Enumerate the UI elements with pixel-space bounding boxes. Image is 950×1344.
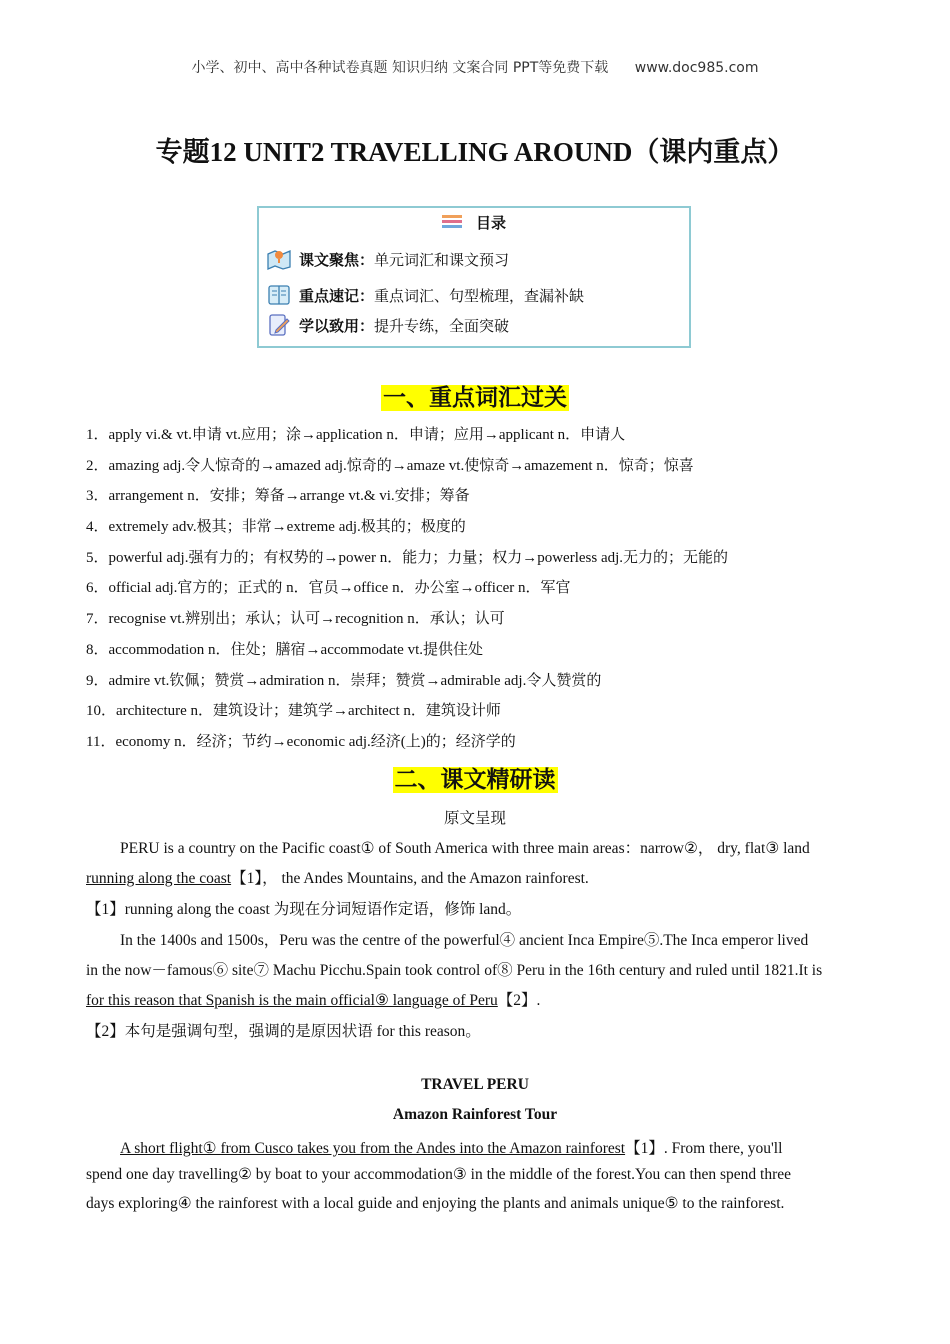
toc-item-key: 课文聚焦： (299, 251, 375, 269)
text-line: spend one day travelling② by boat to your accommodation③ in the middle of the forest.You can then spend three (86, 1166, 792, 1183)
vocab-item: 9．admire vt.钦佩；赞赏→admiration n．崇拜；赞赏→admirable adj.令人赞赏的 (86, 672, 602, 689)
text-line: 【2】. (497, 992, 541, 1009)
list-icon (442, 215, 462, 229)
toc-item-key: 重点速记： (299, 287, 375, 305)
toc-heading-text: 目录 (475, 214, 506, 232)
toc-item-practice[interactable] (267, 314, 509, 336)
pencil-note-icon (267, 314, 291, 336)
note-2: 【2】本句是强调句型，强调的是原因状语 for this reason。 (86, 1023, 481, 1040)
header-site-link[interactable]: www.doc985.com (634, 60, 759, 76)
vocab-item: 8．accommodation n．住处；膳宿→accommodate vt.提供住处 (86, 641, 484, 658)
vocab-item: 10．architecture n．建筑设计；建筑学→architect n．建筑设计师 (86, 703, 501, 720)
paragraph-peru-history (86, 928, 864, 1018)
page-header (0, 57, 950, 77)
tour-title: Amazon Rainforest Tour (392, 1106, 558, 1123)
header-text: 小学、初中、高中各种试卷真题 知识归纳 文案合同 PPT等免费下载 (191, 60, 609, 76)
text-line: 【1】. From there, you'll (625, 1140, 783, 1157)
toc-item-key: 学以致用： (299, 317, 375, 335)
vocab-item: 1．apply vi.& vt.申请 vt.应用；涂→application n．申请；应用→applicant n．申请人 (86, 427, 626, 443)
section-heading-text: 二、课文精研读 (394, 767, 556, 793)
underlined-phrase: for this reason that Spanish is the main official⑨ language of Peru (86, 992, 498, 1009)
section-heading-vocab (0, 379, 950, 412)
page-title: 专题12 UNIT2 TRAVELLING AROUND（课内重点） (155, 137, 795, 167)
section-heading-reading (0, 761, 950, 794)
toc-item-text: 提升专练，全面突破 (374, 317, 510, 335)
note-1: 【1】running along the coast 为现在分词短语作定语，修饰 land。 (86, 901, 522, 918)
original-text-label: 原文呈现 (443, 810, 506, 827)
text-line: 【1】， the Andes Mountains, and the Amazon rainforest. (231, 870, 589, 887)
text-line: In the 1400s and 1500s，Peru was the centre of the powerful④ ancient Inca Empire⑤.The Inca emperor lived (120, 932, 809, 949)
toc-item-text: 单元词汇和课文预习 (374, 251, 510, 269)
paragraph-peru-intro (86, 836, 864, 896)
map-icon (267, 248, 291, 270)
vocab-item: 3．arrangement n．安排；筹备→arrange vt.& vi.安排；筹备 (86, 488, 470, 505)
section-heading-text: 一、重点词汇过关 (383, 385, 567, 411)
underlined-phrase: A short flight① from Cusco takes you from the Andes into the Amazon rainforest (120, 1140, 626, 1157)
underlined-phrase: running along the coast (86, 870, 232, 887)
vocab-item: 4．extremely adv.极其；非常→extreme adj.极其的；极度的 (86, 519, 466, 536)
book-icon (267, 284, 291, 306)
table-of-contents (257, 206, 691, 348)
toc-heading (259, 212, 689, 233)
text-line: in the now－famous⑥ site⑦ Machu Picchu.Spain took control of⑧ Peru in the 16th century and ruled until 1821.It is (86, 962, 823, 979)
vocab-item: 11．economy n．经济；节约→economic adj.经济(上)的；经济学的 (86, 733, 516, 750)
vocab-list (86, 424, 876, 762)
paragraph-rainforest-tour (86, 1136, 864, 1223)
vocab-item: 6．official adj.官方的；正式的 n．官员→office n．办公室→officer n．军官 (86, 580, 571, 597)
vocab-item: 7．recognise vt.辨别出；承认；认可→recognition n．承认；认可 (86, 611, 505, 628)
toc-item-notes[interactable] (267, 284, 584, 306)
text-line: PERU is a country on the Pacific coast① of South America with three main areas：narrow②， dry, flat③ land (120, 840, 810, 857)
vocab-item: 5．powerful adj.强有力的；有权势的→power n．能力；力量；权力→powerless adj.无力的；无能的 (86, 549, 729, 566)
travel-title: TRAVEL PERU (421, 1076, 529, 1093)
text-line: days exploring④ the rainforest with a local guide and enjoying the plants and animals unique⑤ to the rainforest. (86, 1195, 785, 1212)
toc-item-focus[interactable] (267, 248, 509, 270)
toc-item-text: 重点词汇、句型梳理，查漏补缺 (374, 287, 585, 305)
vocab-item: 2．amazing adj.令人惊奇的→amazed adj.惊奇的→amaze vt.使惊奇→amazement n．惊奇；惊喜 (86, 457, 694, 474)
